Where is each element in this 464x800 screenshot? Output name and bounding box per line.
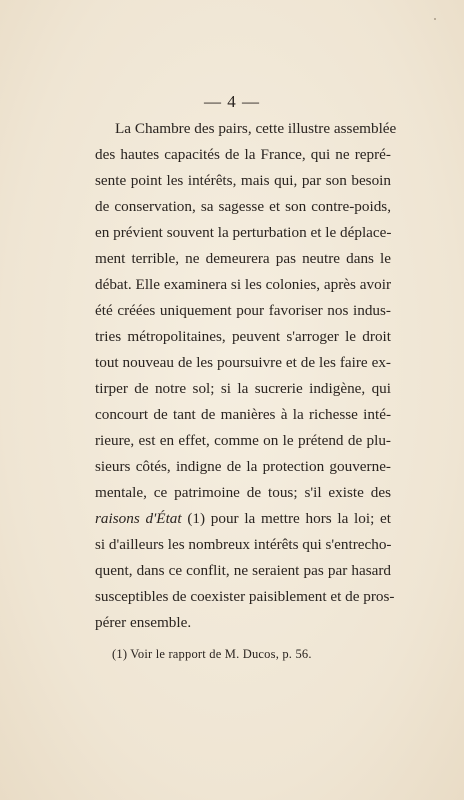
text-line: en prévient souvent la perturbation et le déplace- xyxy=(95,224,392,241)
text-line: été créées uniquement pour favoriser nos indus- xyxy=(95,302,391,319)
text-line: de conservation, sa sagesse et son contre-poids, xyxy=(95,198,391,215)
text-line: ment terrible, ne demeurera pas neutre dans le xyxy=(95,250,391,267)
text-line: concourt de tant de manières à la richesse inté- xyxy=(95,406,391,423)
text-line: tirper de notre sol; si la sucrerie indigène, qui xyxy=(95,380,391,397)
text-line: La Chambre des pairs, cette illustre assemblée xyxy=(115,120,397,137)
text-line: tries métropolitaines, peuvent s'arroger le droit xyxy=(95,328,391,345)
body-paragraph xyxy=(95,116,397,636)
text-line: débat. Elle examinera si les colonies, après avoir xyxy=(95,276,391,293)
text-line: des hautes capacités de la France, qui ne repré- xyxy=(95,146,391,163)
text-line: rieure, est en effet, comme on le prétend de plu- xyxy=(95,432,391,449)
page-number: — 4 — xyxy=(204,92,260,111)
paper-speck xyxy=(434,18,436,20)
text-line: sieurs côtés, indigne de la protection gouverne- xyxy=(95,458,391,475)
text-line: sente point les intérêts, mais qui, par son besoin xyxy=(95,172,391,189)
text-line-with-italic xyxy=(95,506,391,532)
italic-phrase: raisons d'État xyxy=(95,510,182,527)
text-line: si d'ailleurs les nombreux intérêts qui s'entrecho- xyxy=(95,536,392,553)
text-line-rest: (1) pour la mettre hors la loi; et xyxy=(187,510,391,527)
text-line: quent, dans ce conflit, ne seraient pas par hasard xyxy=(95,562,391,579)
text-line: pérer ensemble. xyxy=(95,614,192,631)
text-line: tout nouveau de les poursuivre et de les faire ex- xyxy=(95,354,391,371)
text-line: susceptibles de coexister paisiblement et de pros- xyxy=(95,588,395,605)
text-line: mentale, ce patrimoine de tous; s'il existe des xyxy=(95,484,391,501)
footnote: (1) Voir le rapport de M. Ducos, p. 56. xyxy=(112,647,312,661)
